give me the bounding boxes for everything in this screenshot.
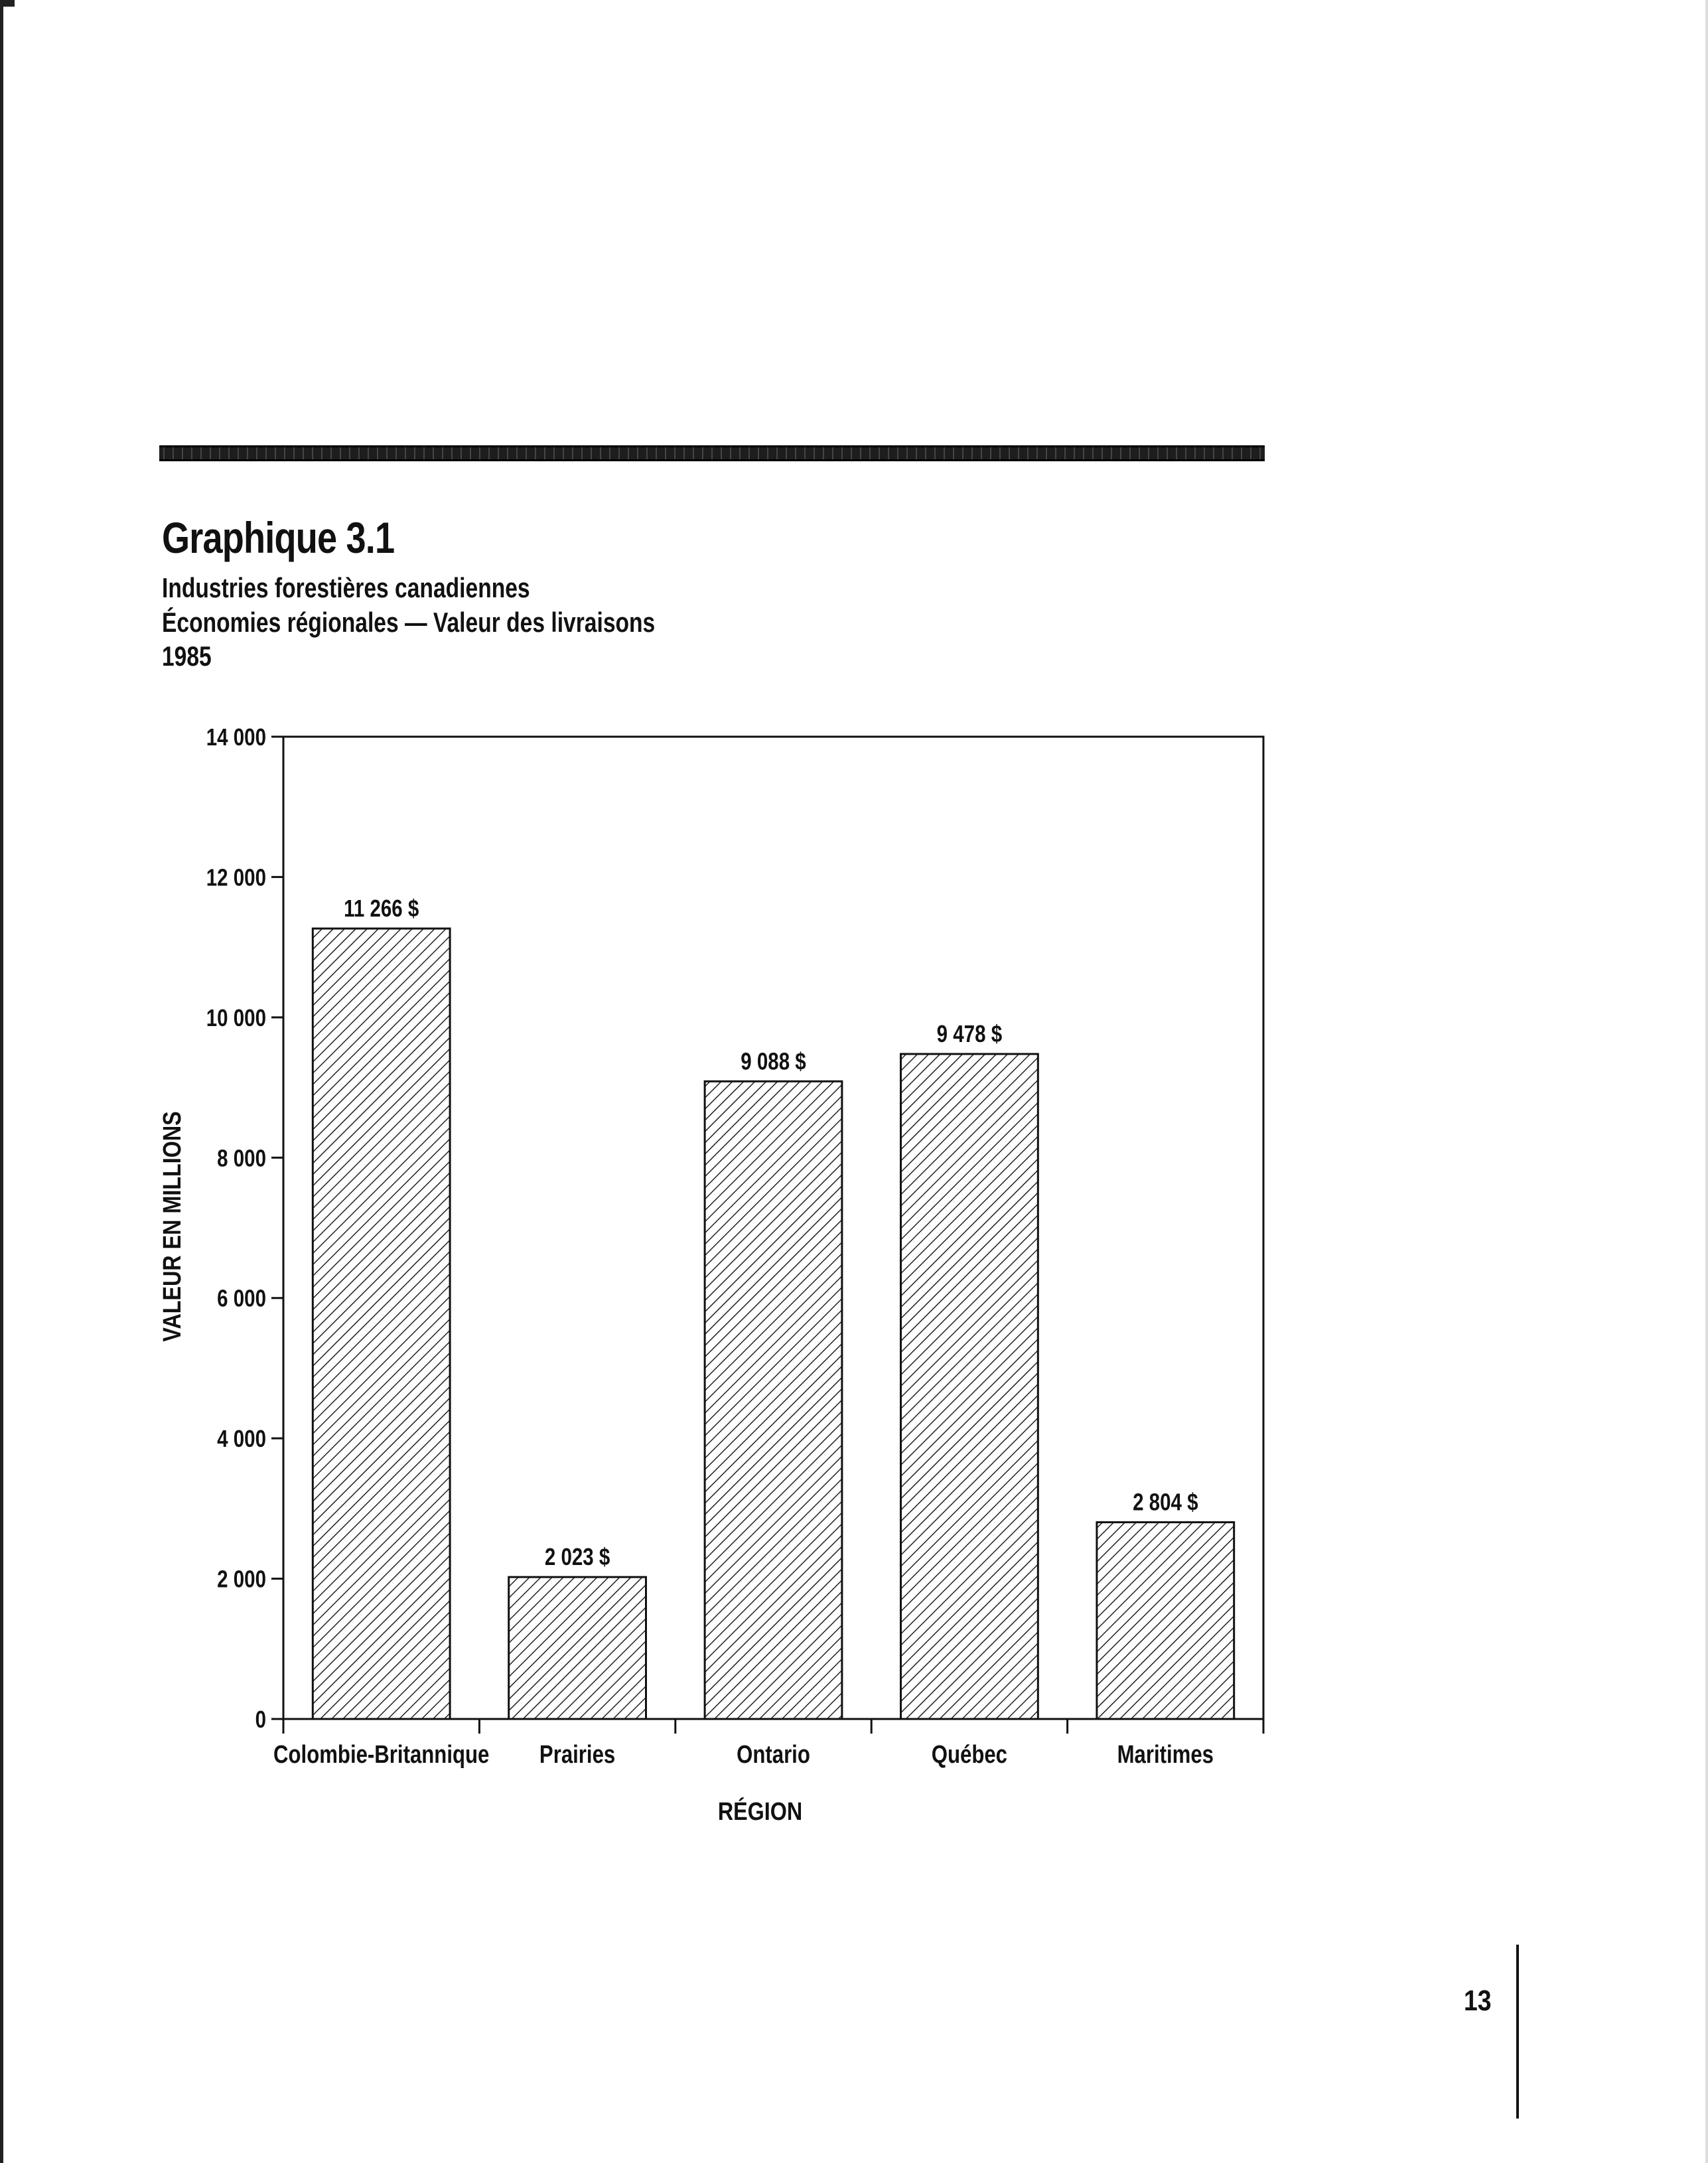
figure-label: Graphique 3.1 — [162, 513, 395, 562]
bar-value-label: 9 088 $ — [741, 1047, 806, 1075]
bar-value-label: 9 478 $ — [936, 1020, 1003, 1047]
x-axis-title: RÉGION — [717, 1797, 803, 1826]
bar-value-label: 11 266 $ — [344, 895, 419, 922]
y-tick-label: 10 000 — [206, 1004, 266, 1031]
x-category-label: Maritimes — [1117, 1741, 1214, 1769]
x-category-label: Prairies — [539, 1741, 616, 1769]
bar-value-label: 2 023 $ — [544, 1543, 610, 1570]
x-category-label: Colombie-Britannique — [273, 1741, 490, 1769]
page-number-rule — [1516, 1945, 1519, 2119]
bar-ontario — [705, 1081, 842, 1719]
bar-prairies — [509, 1577, 646, 1719]
y-tick-label: 12 000 — [206, 863, 266, 891]
bar-value-label: 2 804 $ — [1133, 1488, 1198, 1516]
y-tick-label: 2 000 — [217, 1565, 266, 1593]
figure-subtitle-line3: 1985 — [162, 640, 212, 672]
figure-subtitle-line1: Industries forestières canadiennes — [162, 572, 530, 603]
figure-subtitle-line2: Économies régionales — Valeur des livraisons — [162, 607, 656, 638]
y-tick-label: 6 000 — [217, 1284, 266, 1312]
bar-maritimes — [1097, 1523, 1234, 1719]
x-category-label: Québec — [931, 1741, 1008, 1769]
bar-colombie-britannique — [313, 929, 450, 1719]
bar-qu-bec — [901, 1054, 1038, 1719]
y-axis-title: VALEUR EN MILLIONS — [158, 1111, 186, 1342]
y-tick-label: 4 000 — [217, 1425, 266, 1452]
x-category-label: Ontario — [737, 1741, 810, 1769]
page-number: 13 — [1464, 1984, 1492, 2017]
y-tick-label: 14 000 — [206, 723, 266, 751]
y-tick-label: 8 000 — [217, 1144, 266, 1171]
y-tick-label: 0 — [255, 1706, 266, 1733]
